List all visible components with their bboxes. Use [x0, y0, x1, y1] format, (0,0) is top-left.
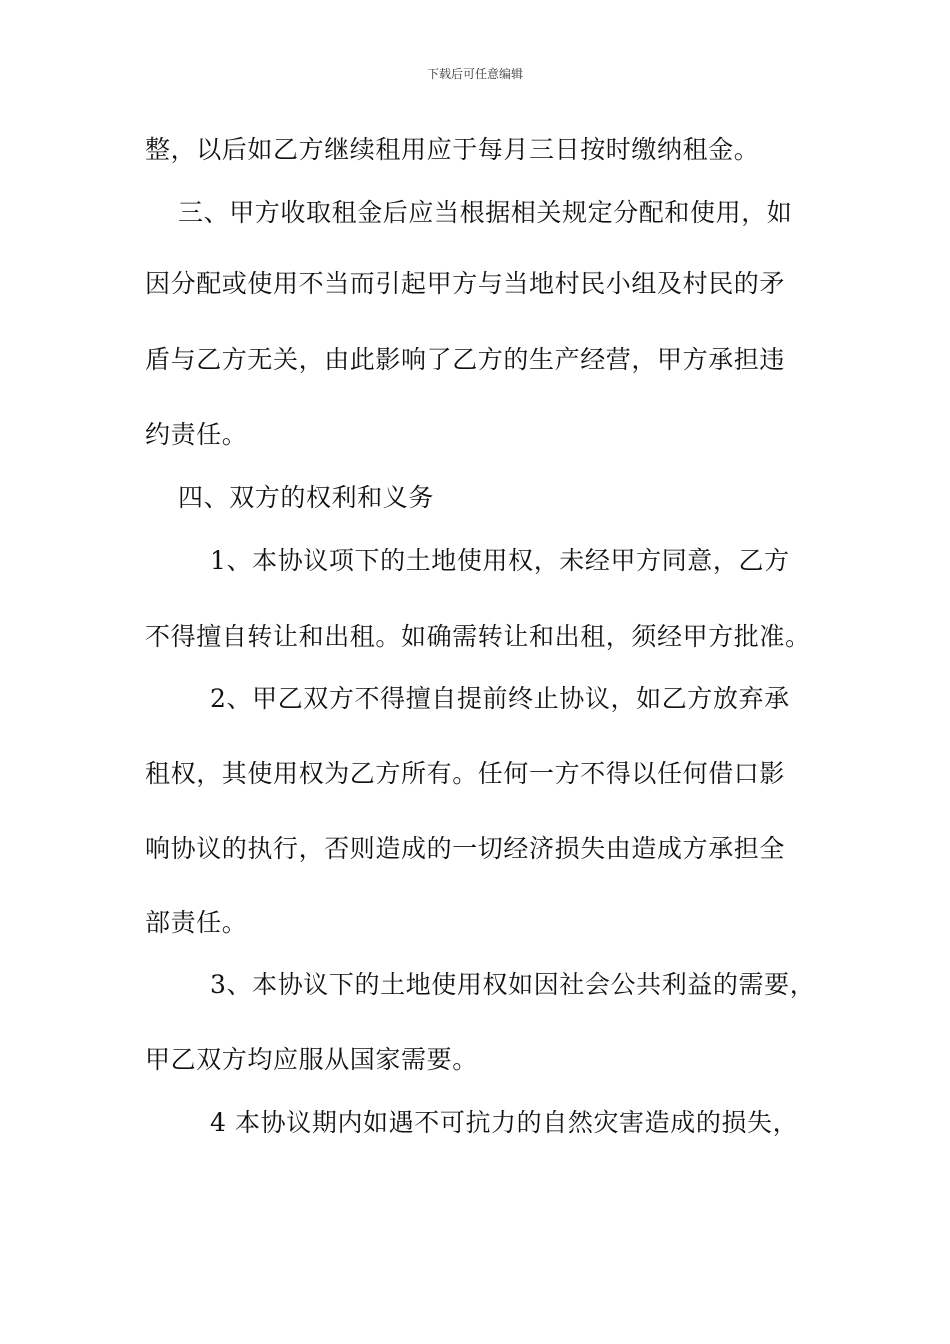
- clause-2-line-2: 租权，其使用权为乙方所有。任何一方不得以任何借口影: [145, 759, 786, 788]
- body-line-4: 盾与乙方无关，由此影响了乙方的生产经营，甲方承担违: [145, 345, 786, 374]
- page-header: 下载后可任意编辑: [426, 67, 523, 81]
- clause-1-line-2: 不得擅自转让和出租。如确需转让和出租，须经甲方批准。: [145, 622, 811, 651]
- section-heading: 四、双方的权利和义务: [178, 483, 435, 512]
- body-line-5: 约责任。: [145, 420, 248, 449]
- clause-3-line-1: 3、本协议下的土地使用权如因社会公共利益的需要，: [210, 970, 816, 999]
- clause-2-line-1: 2、甲乙双方不得擅自提前终止协议，如乙方放弃承: [210, 684, 790, 713]
- body-line-1: 整，以后如乙方继续租用应于每月三日按时缴纳租金。: [145, 135, 760, 164]
- body-line-3: 因分配或使用不当而引起甲方与当地村民小组及村民的矛: [145, 269, 786, 298]
- clause-1-line-1: 1、本协议项下的土地使用权，未经甲方同意，乙方: [210, 546, 790, 575]
- body-line-2: 三、甲方收取租金后应当根据相关规定分配和使用，如: [178, 198, 793, 227]
- clause-3-line-2: 甲乙双方均应服从国家需要。: [145, 1045, 478, 1074]
- clause-2-line-3: 响协议的执行，否则造成的一切经济损失由造成方承担全: [145, 834, 786, 863]
- clause-4-line-1: 4 本协议期内如遇不可抗力的自然灾害造成的损失，: [210, 1108, 799, 1137]
- clause-2-line-4: 部责任。: [145, 908, 248, 937]
